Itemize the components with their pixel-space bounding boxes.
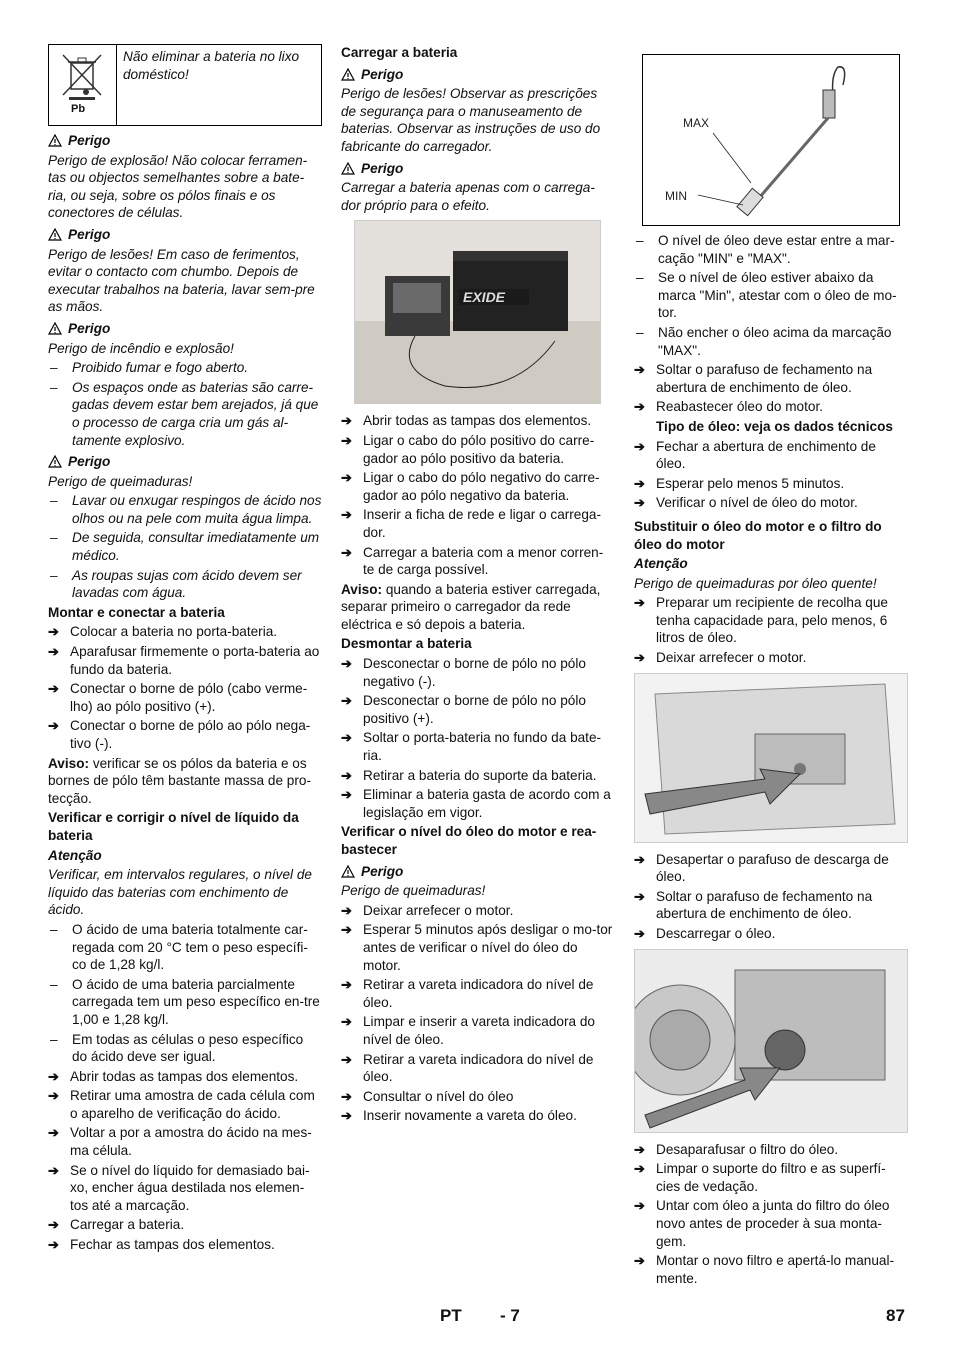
warning-triangle-icon (48, 455, 62, 468)
warning-text: Perigo de queimaduras! (341, 883, 486, 899)
dipstick-max-label: MAX (683, 116, 710, 130)
attention-title: Atenção (48, 847, 102, 863)
step-item: ➔ Inserir novamente a vareta do óleo. (341, 1108, 577, 1124)
step-item: ➔ Deixar arrefecer o motor. (341, 902, 514, 918)
warning-text: Perigo de explosão! Não colocar ferramen-tas ou objectos semelhantes sobre a bate-ria, ou seja, sobre os pólos finais e os conectores de células. (48, 152, 308, 221)
footer-page-number: 87 (886, 1306, 905, 1325)
list-item: – O ácido de uma bateria totalmente car-regada com 20 °C tem o peso específi-co de 1,28 kg/l. (50, 921, 308, 973)
weee-label: Pb (71, 103, 86, 115)
arrow-icon: ➔ (48, 624, 59, 640)
arrow-icon: ➔ (634, 438, 645, 454)
step-item: ➔ Eliminar a bateria gasta de acordo com a legislação em vigor. (341, 787, 611, 820)
arrow-icon: ➔ (341, 432, 352, 448)
arrow-icon: ➔ (341, 902, 352, 918)
arrow-icon: ➔ (634, 650, 645, 666)
arrow-icon: ➔ (341, 544, 352, 560)
step-item: ➔ Colocar a bateria no porta-bateria. (48, 624, 278, 640)
step-item: ➔ Verificar o nível de óleo do motor. (634, 495, 858, 511)
attention-text: Perigo de queimaduras por óleo quente! (634, 575, 877, 591)
arrow-icon: ➔ (48, 1068, 59, 1084)
arrow-icon: ➔ (634, 1141, 645, 1157)
warning-triangle-icon (48, 134, 62, 147)
section-heading: Verificar e corrigir o nível de líquido da bateria (48, 810, 299, 843)
arrow-icon: ➔ (341, 767, 352, 783)
arrow-icon: ➔ (48, 1125, 59, 1141)
step-item: ➔ Desconectar o borne de pólo no pólo negativo (-). (341, 656, 586, 689)
step-item: ➔ Esperar 5 minutos após desligar o mo-tor antes de verificar o nível do óleo do motor. (341, 922, 613, 973)
step-item: ➔ Descarregar o óleo. (634, 926, 776, 942)
step-item: ➔ Retirar a vareta indicadora do nível de óleo. (341, 1051, 594, 1085)
battery-brand-text: EXIDE (463, 289, 506, 306)
step-item: ➔ Deixar arrefecer o motor. (634, 650, 807, 666)
warning-triangle-icon (48, 322, 62, 335)
step-item: ➔ Reabastecer óleo do motor. (634, 399, 824, 415)
arrow-icon: ➔ (48, 718, 59, 734)
arrow-icon: ➔ (341, 1014, 352, 1030)
step-item: ➔ Abrir todas as tampas dos elementos. (341, 413, 592, 429)
list-item: – As roupas sujas com ácido devem ser lavadas com água. (50, 567, 302, 601)
arrow-icon: ➔ (341, 693, 352, 709)
arrow-icon: ➔ (48, 681, 59, 697)
step-item: ➔ Fechar a abertura de enchimento de óleo. (634, 438, 876, 472)
step-item: ➔ Carregar a bateria. (48, 1217, 185, 1233)
arrow-icon: ➔ (341, 787, 352, 803)
step-item: ➔ Aparafusar firmemente o porta-bateria ao fundo da bateria. (48, 644, 320, 677)
oil-type-note: Tipo de óleo: veja os dados técnicos (656, 418, 893, 434)
warning-title: Perigo (48, 132, 322, 150)
arrow-icon: ➔ (48, 644, 59, 660)
warning-text: Perigo de queimaduras! (48, 473, 193, 489)
step-item: ➔ Soltar o parafuso de fechamento na abertura de enchimento de óleo. (634, 888, 873, 922)
dipstick-min-label: MIN (665, 189, 687, 203)
arrow-icon: ➔ (48, 1088, 59, 1104)
arrow-icon: ➔ (341, 470, 352, 486)
arrow-icon: ➔ (634, 399, 645, 415)
step-item: ➔ Soltar o parafuso de fechamento na abertura de enchimento de óleo. (634, 362, 873, 395)
arrow-icon: ➔ (341, 507, 352, 523)
arrow-icon: ➔ (48, 1217, 59, 1233)
step-item: ➔ Carregar a bateria com a menor corren-te de carga possível. (341, 544, 604, 578)
step-item: ➔ Retirar a vareta indicadora do nível de óleo. (341, 977, 594, 1010)
arrow-icon: ➔ (341, 413, 352, 429)
step-item: ➔ Untar com óleo a junta do filtro do óleo novo antes de proceder à sua monta-gem. (634, 1198, 890, 1249)
step-item: ➔ Montar o novo filtro e apertá-lo manual-mente. (634, 1253, 895, 1286)
step-item: ➔ Desconectar o borne de pólo no pólo positivo (+). (341, 693, 586, 726)
column-1 (48, 44, 322, 1256)
weee-notice (48, 44, 322, 126)
footer-section: - 7 (500, 1306, 520, 1325)
arrow-icon: ➔ (634, 1253, 645, 1269)
step-item: ➔ Fechar as tampas dos elementos. (48, 1237, 275, 1253)
step-item: ➔ Limpar e inserir a vareta indicadora do nível de óleo. (341, 1014, 595, 1047)
attention-title: Atenção (634, 556, 688, 572)
list-item: – Os espaços onde as baterias são carre-gadas devem estar bem arejados, já que o processo de carga cria um gás al-tamente explosivo. (50, 379, 319, 448)
warning-title: Perigo (341, 66, 613, 84)
warning-title: Perigo (341, 160, 613, 178)
arrow-icon: ➔ (341, 730, 352, 746)
step-item: ➔ Inserir a ficha de rede e ligar o carrega-dor. (341, 507, 602, 540)
arrow-icon: ➔ (341, 977, 352, 993)
warning-text: Perigo de incêndio e explosão! (48, 340, 234, 356)
arrow-icon: ➔ (48, 1162, 59, 1178)
engine-filter-photo (634, 949, 908, 1133)
list-item: – Lavar ou enxugar respingos de ácido nos olhos ou na pele com muita água limpa. (50, 493, 322, 526)
list-item: – Se o nível de óleo estiver abaixo da marca "Min", atestar com o óleo de mo-tor. (636, 270, 897, 321)
step-item: ➔ Desaparafusar o filtro do óleo. (634, 1141, 839, 1157)
arrow-icon: ➔ (341, 1088, 352, 1104)
crossed-bin-icon (49, 45, 117, 125)
warning-triangle-icon (341, 68, 355, 81)
step-item: ➔ Consultar o nível do óleo (341, 1088, 514, 1104)
warning-triangle-icon (341, 865, 355, 878)
arrow-icon: ➔ (634, 888, 645, 904)
list-item: – Em todas as células o peso específico do ácido deve ser igual. (50, 1031, 304, 1065)
arrow-icon: ➔ (48, 1237, 59, 1253)
column-3 (634, 44, 908, 1289)
note: Aviso: quando a bateria estiver carregada, separar primeiro o carregador da rede eléctrica e só depois a bateria. (341, 581, 601, 632)
list-item: – Não encher o óleo acima da marcação "MAX". (636, 324, 892, 358)
step-item: ➔ Abrir todas as tampas dos elementos. (48, 1068, 299, 1084)
section-heading: Carregar a bateria (341, 45, 458, 60)
list-item: – De seguida, consultar imediatamente um médico. (50, 530, 320, 564)
arrow-icon: ➔ (634, 1198, 645, 1214)
step-item: ➔ Ligar o cabo do pólo positivo do carre-gador ao pólo positivo da bateria. (341, 432, 595, 466)
step-item: ➔ Ligar o cabo do pólo negativo do carre-gador ao pólo negativo da bateria. (341, 470, 600, 503)
list-item: – Proibido fumar e fogo aberto. (50, 360, 249, 376)
step-item: ➔ Retirar uma amostra de cada célula com o aparelho de verificação do ácido. (48, 1088, 315, 1121)
step-item: ➔ Conectar o borne de pólo (cabo verme-lho) ao pólo positivo (+). (48, 681, 308, 714)
arrow-icon: ➔ (634, 495, 645, 511)
warning-title: Perigo (341, 863, 613, 881)
arrow-icon: ➔ (341, 656, 352, 672)
warning-triangle-icon (341, 162, 355, 175)
step-item: ➔ Limpar o suporte do filtro e as superfí-cies de vedação. (634, 1161, 886, 1194)
arrow-icon: ➔ (341, 1051, 352, 1067)
arrow-icon: ➔ (634, 362, 645, 378)
engine-drain-photo (634, 673, 908, 843)
arrow-icon: ➔ (634, 851, 645, 867)
arrow-icon: ➔ (634, 475, 645, 491)
list-item: – O ácido de uma bateria parcialmente carregada tem um peso específico en-tre 1,00 e 1,28 kg/l. (50, 976, 320, 1027)
step-item: ➔ Retirar a bateria do suporte da bateria. (341, 767, 597, 783)
section-heading: Montar e conectar a bateria (48, 604, 225, 620)
warning-title: Perigo (48, 320, 322, 338)
section-heading: Desmontar a bateria (341, 636, 472, 652)
step-item: ➔ Soltar o porta-bateria no fundo da bate-ria. (341, 730, 602, 764)
warning-text: Perigo de lesões! Observar as prescrições de segurança para o manuseamento de baterias. Observar as instruções de uso do fabricante do carregador. (341, 86, 601, 154)
column-2 (341, 44, 613, 1127)
note: Aviso: verificar se os pólos da bateria e os bornes de pólo têm bastante massa de pro-tecção. (48, 755, 311, 806)
arrow-icon: ➔ (634, 926, 645, 942)
step-item: ➔ Esperar pelo menos 5 minutos. (634, 475, 845, 491)
list-item: – O nível de óleo deve estar entre a mar-cação "MIN" e "MAX". (636, 233, 895, 266)
arrow-icon: ➔ (634, 1161, 645, 1177)
warning-text: Perigo de lesões! Em caso de ferimentos, evitar o contacto com chumbo. Depois de executar trabalhos na bateria, lavar sem-pre as mãos. (48, 246, 315, 315)
step-item: ➔ Voltar a por a amostra do ácido na mes-ma célula. (48, 1125, 312, 1159)
step-item: ➔ Se o nível do líquido for demasiado bai-xo, encher água destilada nos elemen-tos até a marcação. (48, 1162, 310, 1213)
step-item: ➔ Desapertar o parafuso de descarga de óleo. (634, 851, 889, 885)
attention-text: Verificar, em intervalos regulares, o nível de líquido das baterias com enchimento de ácido. (48, 867, 312, 918)
section-heading: Substituir o óleo do motor e o filtro do óleo do motor (634, 518, 882, 552)
arrow-icon: ➔ (341, 1108, 352, 1124)
step-item: ➔ Conectar o borne de pólo ao pólo nega-tivo (-). (48, 718, 311, 751)
footer-language: PT (440, 1306, 462, 1325)
step-item: ➔ Preparar um recipiente de recolha que tenha capacidade para, pelo menos, 6 litros de óleo. (634, 595, 888, 646)
warning-title: Perigo (48, 226, 322, 244)
arrow-icon: ➔ (341, 922, 352, 938)
warning-triangle-icon (48, 228, 62, 241)
warning-title: Perigo (48, 453, 322, 471)
dipstick-diagram (642, 54, 900, 226)
section-heading: Verificar o nível do óleo do motor e rea-bastecer (341, 824, 597, 857)
weee-text: Não eliminar a bateria no lixo doméstico! (123, 49, 300, 82)
warning-text: Carregar a bateria apenas com o carrega-dor próprio para o efeito. (341, 180, 595, 213)
battery-charger-photo (354, 220, 601, 404)
arrow-icon: ➔ (634, 595, 645, 611)
